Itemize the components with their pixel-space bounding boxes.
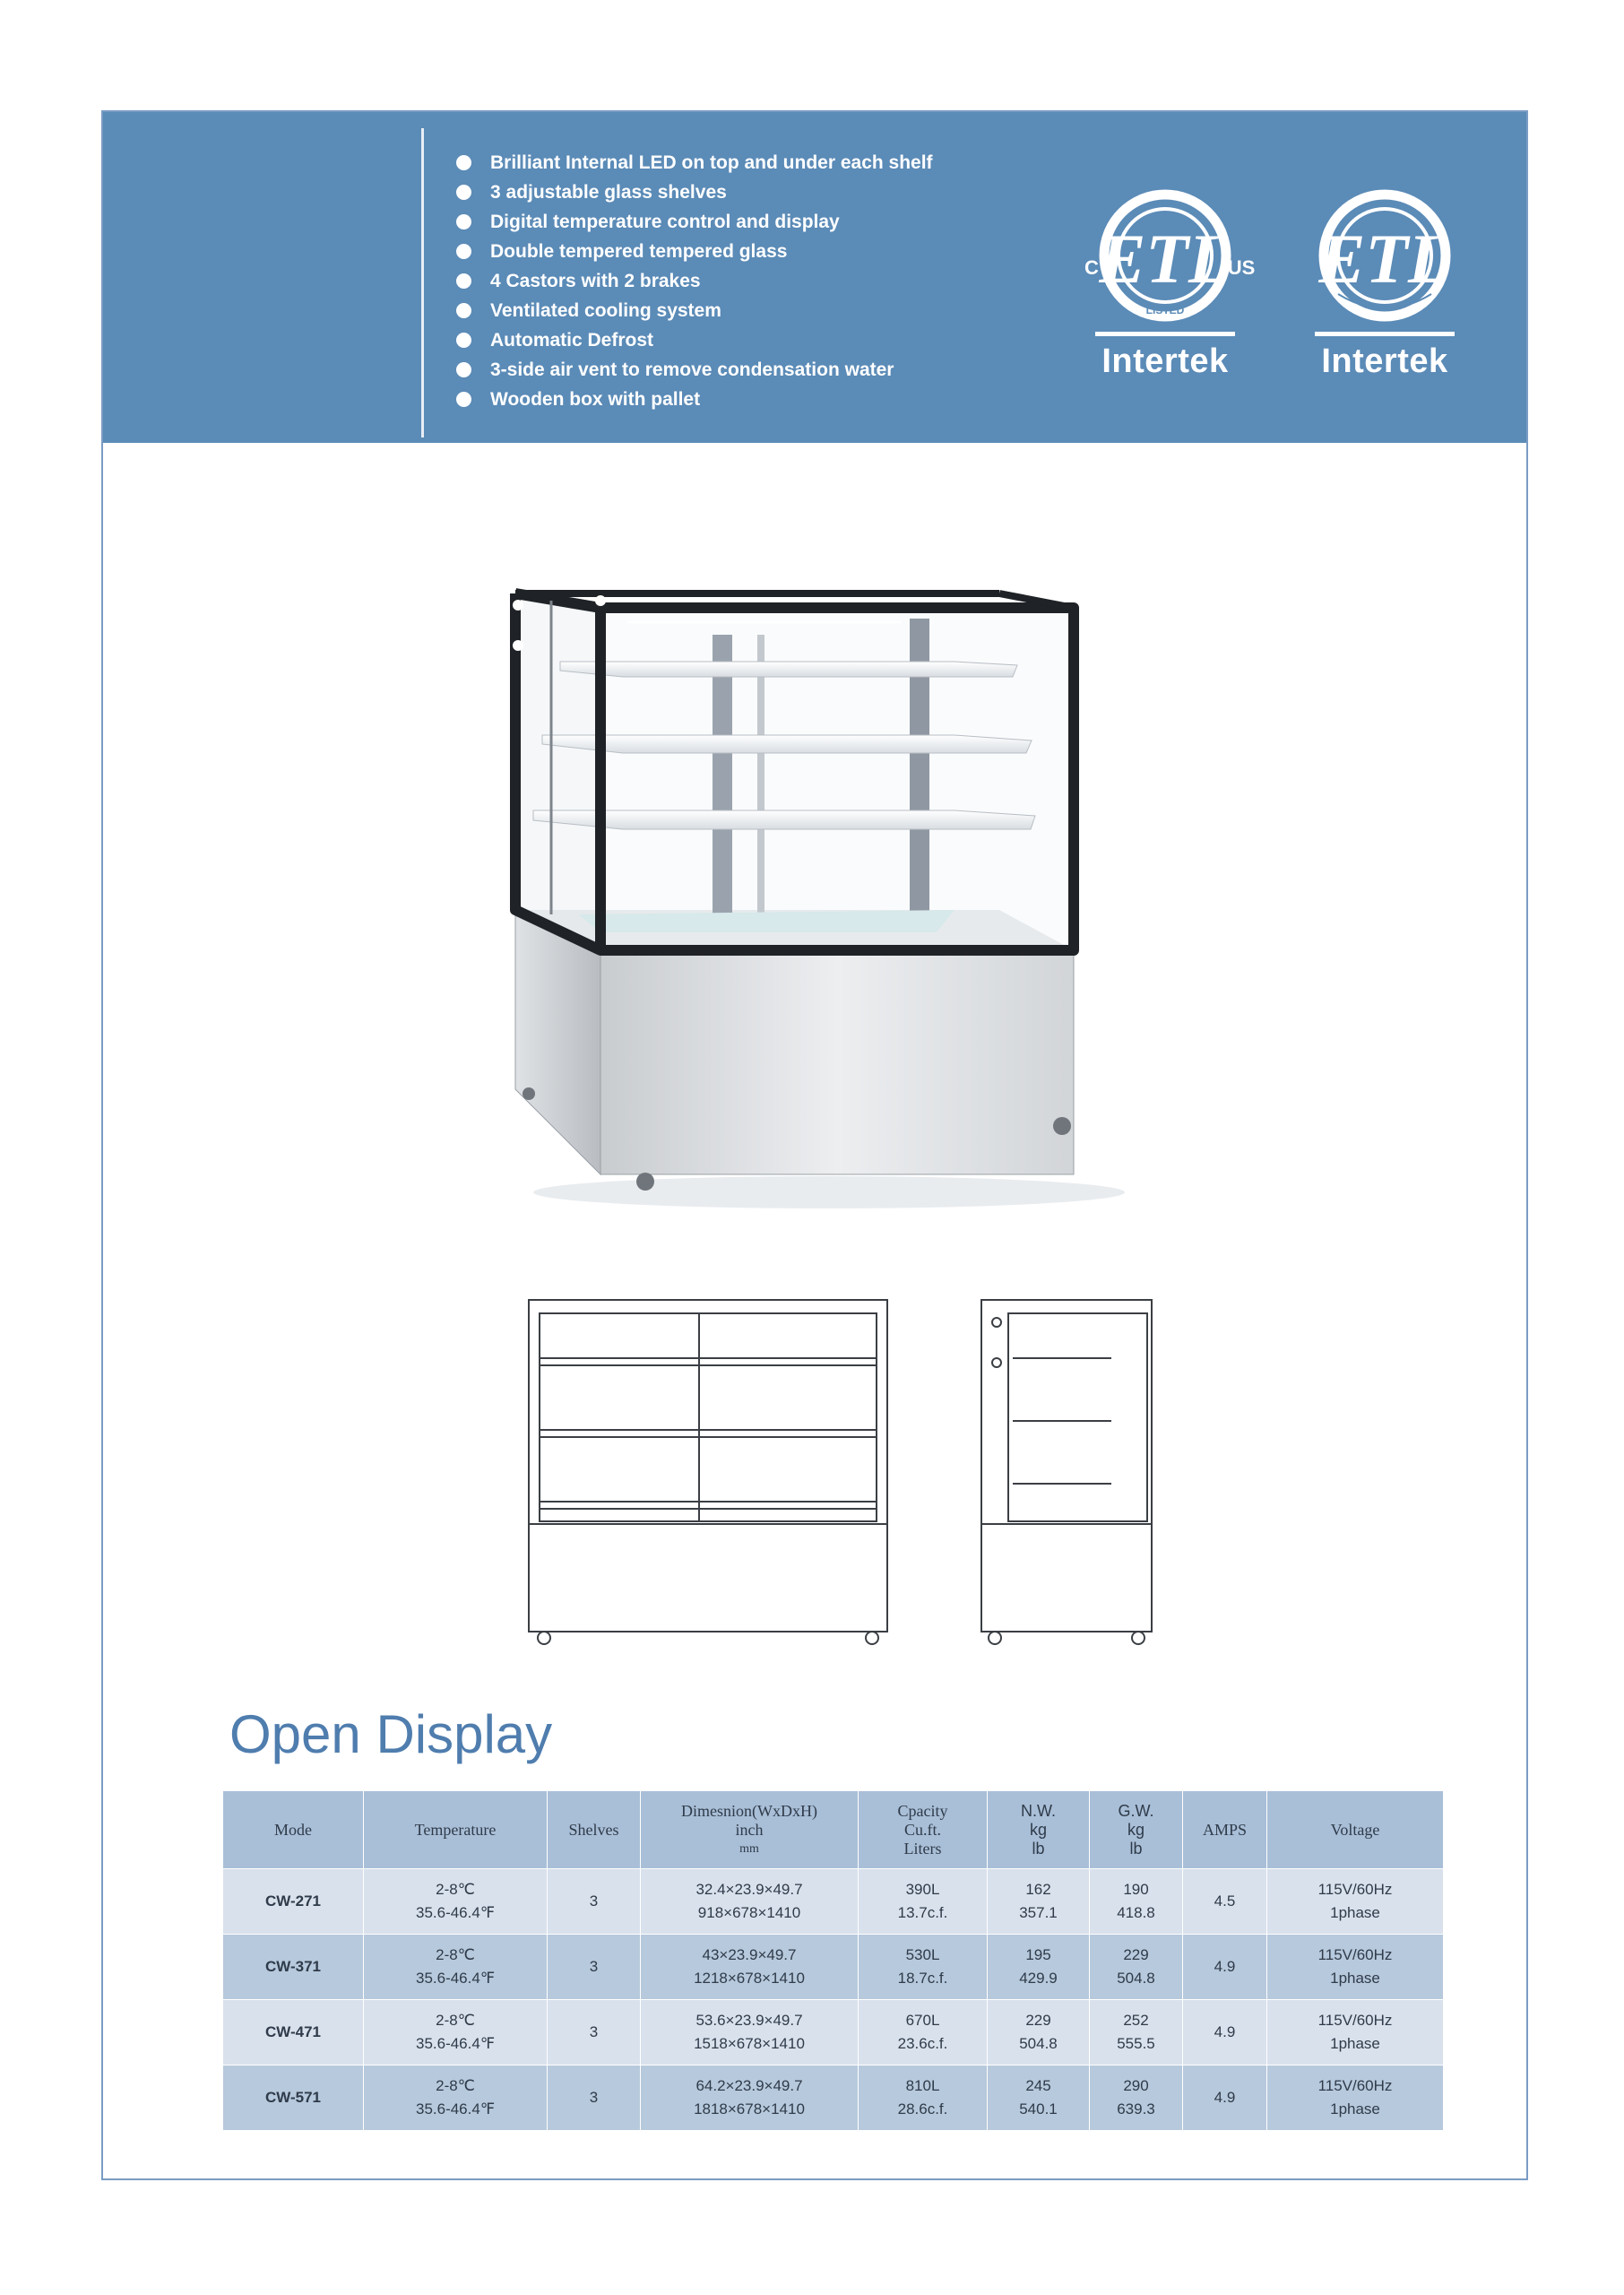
bullet-icon	[456, 333, 471, 348]
header-shelves: Shelves	[548, 1791, 641, 1869]
header-amps: AMPS	[1183, 1791, 1267, 1869]
etl-sanitation-icon	[1295, 188, 1474, 341]
feature-item: Digital temperature control and display	[453, 207, 933, 237]
bullet-icon	[456, 214, 471, 230]
feature-banner	[103, 112, 1526, 443]
feature-item: Wooden box with pallet	[453, 385, 933, 414]
feature-item: Ventilated cooling system	[453, 296, 933, 325]
cell-dimension: 43×23.9×49.7 1218×678×1410	[641, 1935, 859, 2000]
header-model: Mode	[223, 1791, 364, 1869]
header-temperature: Temperature	[364, 1791, 548, 1869]
cell-voltage: 115V/60Hz 1phase	[1267, 1935, 1444, 2000]
cell-amps: 4.9	[1183, 2000, 1267, 2066]
cell-dimension: 64.2×23.9×49.7 1818×678×1410	[641, 2066, 859, 2131]
bullet-icon	[456, 303, 471, 318]
cell-capacity: 670L 23.6c.f.	[859, 2000, 988, 2066]
feature-list	[453, 148, 933, 414]
feature-item: Brilliant Internal LED on top and under each shelf	[453, 148, 933, 178]
etl-listed-icon	[1075, 188, 1255, 341]
bullet-icon	[456, 392, 471, 407]
cell-shelves: 3	[548, 1935, 641, 2000]
cell-dimension: 32.4×23.9×49.7 918×678×1410	[641, 1869, 859, 1935]
table-row	[223, 1935, 1444, 2000]
cell-voltage: 115V/60Hz 1phase	[1267, 2000, 1444, 2066]
header-gross-weight: G.W. kg lb	[1090, 1791, 1183, 1869]
cell-voltage: 115V/60Hz 1phase	[1267, 2066, 1444, 2131]
etl-sanitation-logo	[1295, 188, 1474, 385]
logo-underline	[1095, 332, 1235, 336]
table-row	[223, 2000, 1444, 2066]
cell-net-weight: 162 357.1	[988, 1869, 1090, 1935]
feature-item: Automatic Defrost	[453, 325, 933, 355]
banner-divider	[421, 128, 424, 437]
bullet-icon	[456, 185, 471, 200]
cell-dimension: 53.6×23.9×49.7 1518×678×1410	[641, 2000, 859, 2066]
svg-text:LISTED: LISTED	[1145, 304, 1185, 316]
bullet-icon	[456, 273, 471, 289]
bullet-icon	[456, 155, 471, 170]
spec-table	[222, 1790, 1444, 2131]
cell-net-weight: 195 429.9	[988, 1935, 1090, 2000]
cell-model: CW-371	[223, 1935, 364, 2000]
cell-temperature: 2-8℃ 35.6-46.4℉	[364, 1935, 548, 2000]
feature-item: 3 adjustable glass shelves	[453, 178, 933, 207]
cell-capacity: 390L 13.7c.f.	[859, 1869, 988, 1935]
cell-model: CW-271	[223, 1869, 364, 1935]
table-row	[223, 1869, 1444, 1935]
cell-shelves: 3	[548, 2066, 641, 2131]
section-title: Open Display	[229, 1704, 553, 1764]
intertek-wordmark: Intertek	[1101, 342, 1229, 380]
cell-amps: 4.5	[1183, 1869, 1267, 1935]
etl-listed-logo	[1075, 188, 1255, 385]
cell-gross-weight: 229 504.8	[1090, 1935, 1183, 2000]
bullet-icon	[456, 362, 471, 377]
cell-amps: 4.9	[1183, 1935, 1267, 2000]
intertek-wordmark: Intertek	[1321, 342, 1448, 380]
cell-temperature: 2-8℃ 35.6-46.4℉	[364, 1869, 548, 1935]
cell-net-weight: 229 504.8	[988, 2000, 1090, 2066]
cell-net-weight: 245 540.1	[988, 2066, 1090, 2131]
cell-temperature: 2-8℃ 35.6-46.4℉	[364, 2066, 548, 2131]
cell-gross-weight: 252 555.5	[1090, 2000, 1183, 2066]
cell-capacity: 810L 28.6c.f.	[859, 2066, 988, 2131]
cell-capacity: 530L 18.7c.f.	[859, 1935, 988, 2000]
cell-model: CW-471	[223, 2000, 364, 2066]
cell-shelves: 3	[548, 2000, 641, 2066]
svg-text:C: C	[1084, 256, 1099, 279]
header-dimension: Dimesnion(WxDxH) inch mm	[641, 1791, 859, 1869]
logo-underline	[1315, 332, 1455, 336]
header-capacity: Cpacity Cu.ft. Liters	[859, 1791, 988, 1869]
feature-item: Double tempered tempered glass	[453, 237, 933, 266]
cell-temperature: 2-8℃ 35.6-46.4℉	[364, 2000, 548, 2066]
header-voltage: Voltage	[1267, 1791, 1444, 1869]
technical-drawings	[520, 1286, 1165, 1645]
display-case-photo	[488, 565, 1170, 1210]
bullet-icon	[456, 244, 471, 259]
cell-gross-weight: 190 418.8	[1090, 1869, 1183, 1935]
feature-item: 3-side air vent to remove condensation water	[453, 355, 933, 385]
table-header-row	[223, 1791, 1444, 1869]
cell-model: CW-571	[223, 2066, 364, 2131]
svg-text:US: US	[1227, 256, 1255, 279]
header-net-weight: N.W. kg lb	[988, 1791, 1090, 1869]
cell-amps: 4.9	[1183, 2066, 1267, 2131]
cell-gross-weight: 290 639.3	[1090, 2066, 1183, 2131]
cell-shelves: 3	[548, 1869, 641, 1935]
table-row	[223, 2066, 1444, 2131]
cell-voltage: 115V/60Hz 1phase	[1267, 1869, 1444, 1935]
svg-text:ETL: ETL	[1318, 220, 1451, 298]
feature-item: 4 Castors with 2 brakes	[453, 266, 933, 296]
svg-text:ETL: ETL	[1099, 220, 1231, 298]
